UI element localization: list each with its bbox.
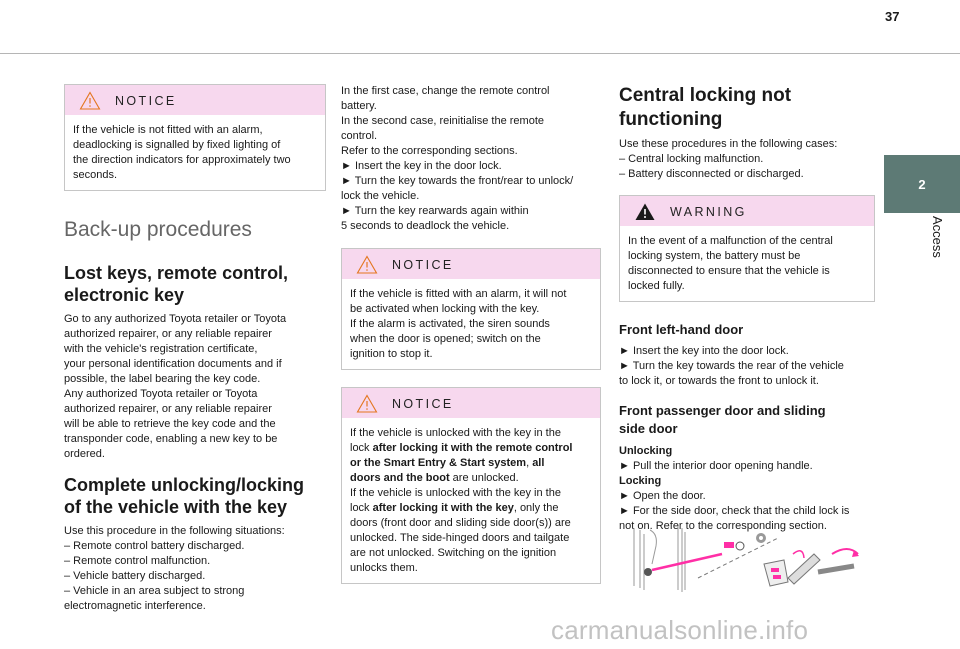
text-line: with the vehicle's registration certificate, [64,343,258,355]
notice-line: seconds. [73,169,118,181]
step-line: ► Open the door. [619,490,706,502]
warning-title: WARNING [670,205,747,219]
warning-line: In the event of a malfunction of the central [628,235,833,247]
notice-header [342,388,600,418]
step-line: ► Insert the key in the door lock. [341,160,502,172]
notice-box [64,84,326,191]
list-item: – Remote control malfunction. [64,555,211,567]
notice-line [350,501,592,516]
notice-line [350,441,592,456]
step-line: ► Insert the key into the door lock. [619,345,789,357]
complete-text [64,524,326,614]
locking-label: Locking [619,475,662,487]
section-title: Back-up procedures [64,218,252,241]
heading-central-locking-line2: functioning [619,109,723,130]
column-2 [341,84,601,584]
watermark: carmanualsonline.info [551,615,809,645]
list-item: – Central locking malfunction. [619,153,764,165]
text-line: Use this procedure in the following situations: [64,525,285,537]
door-lock-illustration [628,524,863,594]
text-line: Go to any authorized Toyota retailer or Toyota [64,313,287,325]
heading-front-passenger-door-line2: side door [619,421,678,436]
column-1 [64,84,326,614]
chapter-label-text: Access [930,216,945,258]
text-line: authorized repairer, or any reliable repairer [64,328,272,340]
step-line: ► For the side door, check that the child lock is [619,505,850,517]
heading-lost-keys-line2: electronic key [64,285,185,305]
heading-front-passenger-door: Front passenger door and sliding [619,403,826,418]
notice-line: If the alarm is activated, the siren sounds [350,318,550,330]
text-line: control. [341,130,378,142]
notice-line: when the door is opened; switch on the [350,333,541,345]
notice-line: doors (front door and sliding side door(s)) are [350,517,571,529]
bold-text: after locking it with the remote control [372,442,573,454]
text-line: transponder code, enabling a new key to be [64,433,278,445]
notice-line: unlocked. The side-hinged doors and tailgate [350,532,570,544]
warning-header [620,196,874,226]
heading-complete-unlocking-line2: of the vehicle with the key [64,497,288,517]
text-line: possible, the label bearing the key code. [64,373,261,385]
text-line: your personal identification documents and if [64,358,282,370]
warning-line: locking system, the battery must be [628,250,801,262]
notice-line [350,471,592,486]
step-line: not on. Refer to the corresponding section. [619,520,827,532]
list-item: – Remote control battery discharged. [64,540,245,552]
warning-line: disconnected to ensure that the vehicle is [628,265,830,277]
text-line: ordered. [64,448,105,460]
text-line: battery. [341,100,377,112]
bold-text: doors and the boot [350,472,450,484]
warning-triangle-icon [356,394,378,413]
chapter-tab[interactable]: 2 [884,155,960,213]
notice-line: are not unlocked. Switching on the ignition [350,547,557,559]
notice-line: deadlocking is signalled by fixed lighting of [73,139,281,151]
chapter-label [884,213,960,293]
lost-keys-text [64,312,326,462]
text-line: Any authorized Toyota retailer or Toyota [64,388,258,400]
step-line: ► Pull the interior door opening handle. [619,460,813,472]
central-text [619,137,875,182]
door-edge-drawing [634,526,685,592]
heading-complete-unlocking: Complete unlocking/locking [64,475,305,495]
lock-mechanism-icon [724,533,766,550]
notice-header [342,249,600,279]
step-line: ► Turn the key rearwards again within [341,205,529,217]
warning-triangle-icon [356,255,378,274]
bold-text: all [532,457,545,469]
step-line: to lock it, or towards the front to unlock it. [619,375,819,387]
notice-title: NOTICE [392,258,454,272]
page-number: 37 [885,9,900,24]
notice-line [350,456,592,471]
notice-body [65,115,325,190]
notice-line: be activated when locking with the key. [350,303,540,315]
procedure-text [341,84,601,234]
notice-title: NOTICE [392,397,454,411]
text-line: In the second case, reinitialise the remote [341,115,545,127]
text-run: , only the [513,502,559,514]
pink-pointer-line [652,554,722,570]
notice-body [342,418,600,583]
text-run: are unlocked. [449,472,519,484]
list-item: – Vehicle in an area subject to strong [64,585,245,597]
text-line: Use these procedures in the following cases: [619,138,838,150]
notice-header [65,85,325,115]
notice-box [341,248,601,370]
notice-line: If the vehicle is not fitted with an alarm, [73,124,263,136]
heading-lost-keys: Lost keys, remote control, [64,263,289,283]
step-line: ► Turn the key towards the rear of the vehicle [619,360,844,372]
heading-central-locking: Central locking not [619,85,792,106]
notice-box [341,387,601,584]
bold-text: after locking it with the key [372,502,514,514]
step-line: lock the vehicle. [341,190,420,202]
text-line: will be able to retrieve the key code and the [64,418,276,430]
text-line: authorized repairer, or any reliable repairer [64,403,272,415]
notice-line: ignition to stop it. [350,348,433,360]
key-turn-icon [818,549,859,572]
heading-front-left-door: Front left-hand door [619,322,744,337]
notice-line: If the vehicle is fitted with an alarm, it will not [350,288,567,300]
list-item: – Vehicle battery discharged. [64,570,206,582]
warning-body [620,226,874,301]
warning-line: locked fully. [628,280,685,292]
warning-box [619,195,875,302]
notice-body [342,279,600,369]
text-run: , [526,457,533,469]
step-line: 5 seconds to deadlock the vehicle. [341,220,510,232]
front-passenger-text [619,444,875,534]
step-line: ► Turn the key towards the front/rear to unlock/ [341,175,574,187]
blade-key-icon [788,554,820,584]
list-item: – Battery disconnected or discharged. [619,168,804,180]
warning-triangle-icon [634,202,656,221]
text-run: lock [350,442,373,454]
notice-line: unlocks them. [350,562,418,574]
notice-title: NOTICE [115,94,177,108]
column-3 [619,84,875,534]
text-line: In the first case, change the remote control [341,85,550,97]
text-line: Refer to the corresponding sections. [341,145,518,157]
unlocking-label: Unlocking [619,445,673,457]
text-run: lock [350,502,373,514]
notice-line: If the vehicle is unlocked with the key in the [350,427,561,439]
warning-triangle-icon [79,91,101,110]
bold-text: or the Smart Entry & Start system [350,457,527,469]
notice-line: the direction indicators for approximately two [73,154,291,166]
lock-cylinder-icon [644,568,652,576]
header-rule [0,53,960,54]
text-line: electromagnetic interference. [64,600,206,612]
front-left-text [619,344,875,389]
notice-line: If the vehicle is unlocked with the key in the [350,487,561,499]
